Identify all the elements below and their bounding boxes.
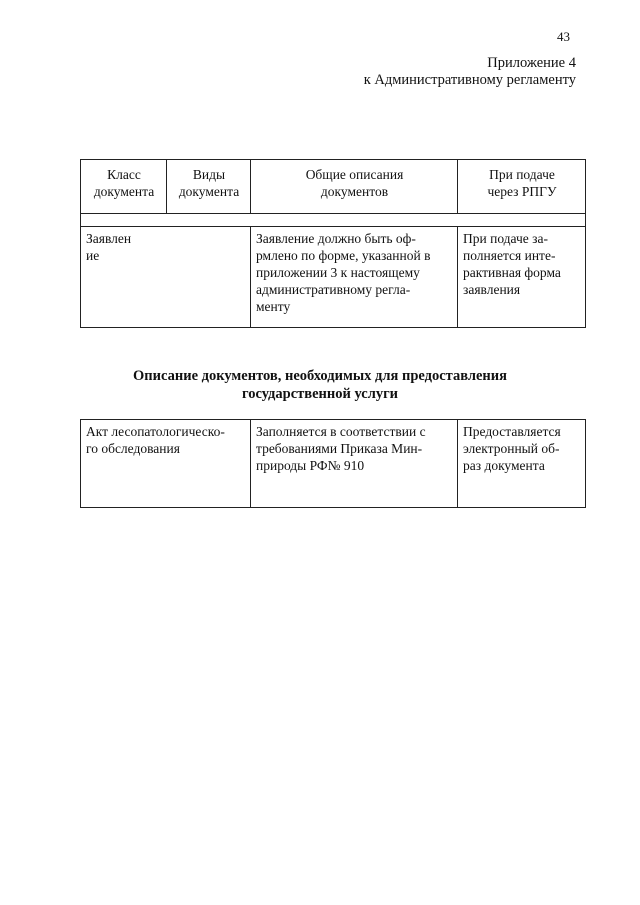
cell-rpgu-submission: При подаче за- полняется инте- рактивная форма заявления xyxy=(458,227,586,328)
cell-submission-form: Предоставляется электронный об- раз документа xyxy=(458,420,586,508)
appendix-reference xyxy=(364,55,576,89)
table-row xyxy=(81,420,586,508)
cell-document-name: Акт лесопатологическо- го обследования xyxy=(81,420,251,508)
page-number: 43 xyxy=(557,29,570,44)
header-document-types: Виды документа xyxy=(167,160,251,214)
table-header-row xyxy=(81,160,586,214)
table-row xyxy=(81,227,586,328)
required-documents-table xyxy=(80,419,586,508)
cell-document-class: Заявлен ие xyxy=(81,227,251,328)
spacer-cell xyxy=(81,214,586,227)
header-rpgu-submission: При подаче через РПГУ xyxy=(458,160,586,214)
header-general-descriptions: Общие описания документов xyxy=(251,160,458,214)
section-title: Описание документов, необходимых для предоставления государственной услуги xyxy=(133,368,507,402)
appendix-title: Приложение 4 xyxy=(487,55,576,71)
documents-table xyxy=(80,159,586,328)
table-spacer-row xyxy=(81,214,586,227)
header-document-class: Класс документа xyxy=(81,160,167,214)
cell-filling-requirements: Заполняется в соответствии с требованиями Приказа Мин- природы РФ№ 910 xyxy=(251,420,458,508)
cell-general-description: Заявление должно быть оф- рмлено по форме, указанной в приложении 3 к настоящему административному регла- менту xyxy=(251,227,458,328)
appendix-subtitle: к Административному регламенту xyxy=(363,72,576,88)
